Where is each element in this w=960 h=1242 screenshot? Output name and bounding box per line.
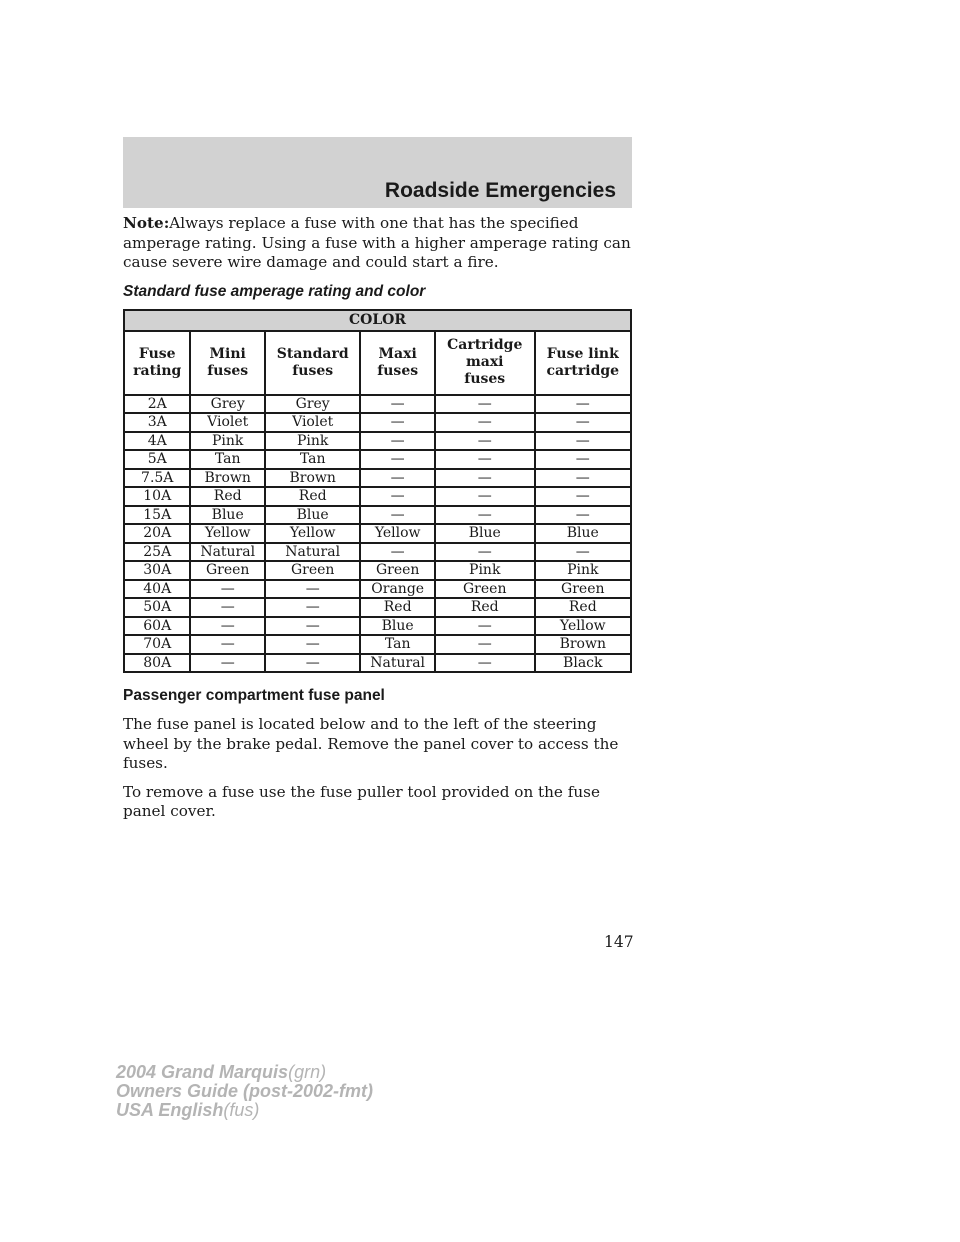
- fuse-color-cell: Blue: [190, 506, 265, 525]
- fuse-color-cell: Green: [265, 561, 360, 580]
- fuse-color-cell: Brown: [190, 469, 265, 488]
- footer-language: USA English: [116, 1100, 224, 1120]
- fuse-rating-cell: 30A: [124, 561, 190, 580]
- fuse-color-cell: —: [265, 654, 360, 673]
- fuse-color-cell: Red: [360, 598, 435, 617]
- fuse-color-cell: —: [535, 432, 631, 451]
- column-header: [190, 331, 265, 395]
- table-header-row: [124, 331, 631, 395]
- document-footer: [116, 1063, 373, 1120]
- fuse-color-cell: Pink: [435, 561, 535, 580]
- fuse-color-cell: Green: [360, 561, 435, 580]
- fuse-rating-cell: 40A: [124, 580, 190, 599]
- table-row: [124, 598, 631, 617]
- column-header-line: Standard: [276, 345, 349, 362]
- table-row: [124, 580, 631, 599]
- panel-section-heading: Passenger compartment fuse panel: [123, 687, 385, 704]
- fuse-color-cell: —: [435, 469, 535, 488]
- fuse-color-cell: Natural: [360, 654, 435, 673]
- table-group-header-row: [124, 310, 631, 331]
- note-paragraph: [123, 214, 632, 273]
- fuse-color-cell: Blue: [360, 617, 435, 636]
- table-row: [124, 524, 631, 543]
- column-header-line: Maxi: [378, 345, 417, 362]
- column-header-line: Cartridge: [447, 337, 523, 353]
- fuse-rating-cell: 2A: [124, 395, 190, 414]
- fuse-color-cell: Orange: [360, 580, 435, 599]
- footer-line-2: [116, 1082, 373, 1101]
- fuse-rating-cell: 20A: [124, 524, 190, 543]
- fuse-rating-cell: 25A: [124, 543, 190, 562]
- fuse-color-cell: —: [435, 635, 535, 654]
- fuse-color-cell: —: [435, 543, 535, 562]
- table-row: [124, 487, 631, 506]
- column-header: [535, 331, 631, 395]
- fuse-rating-cell: 4A: [124, 432, 190, 451]
- column-header-line: Mini: [209, 345, 246, 362]
- fuse-color-cell: Pink: [190, 432, 265, 451]
- fuse-color-cell: —: [435, 413, 535, 432]
- fuse-color-cell: Red: [190, 487, 265, 506]
- column-header: [265, 331, 360, 395]
- fuse-color-cell: Pink: [535, 561, 631, 580]
- fuse-rating-cell: 5A: [124, 450, 190, 469]
- fuse-color-cell: —: [265, 580, 360, 599]
- fuse-color-cell: Blue: [435, 524, 535, 543]
- page-content: [123, 214, 632, 831]
- column-header-line: cartridge: [546, 362, 620, 379]
- fuse-color-cell: —: [360, 395, 435, 414]
- fuse-color-cell: Brown: [535, 635, 631, 654]
- fuse-color-cell: —: [535, 543, 631, 562]
- footer-line-1: [116, 1063, 373, 1082]
- page-number: 147: [604, 933, 634, 951]
- fuse-color-cell: —: [535, 506, 631, 525]
- fuse-color-cell: —: [190, 580, 265, 599]
- fuse-color-cell: Blue: [535, 524, 631, 543]
- section-title: Roadside Emergencies: [384, 179, 616, 202]
- table-body: [124, 395, 631, 673]
- fuse-color-cell: —: [265, 598, 360, 617]
- fuse-rating-cell: 7.5A: [124, 469, 190, 488]
- fuse-rating-cell: 50A: [124, 598, 190, 617]
- fuse-color-cell: Violet: [190, 413, 265, 432]
- fuse-color-cell: —: [535, 413, 631, 432]
- table-row: [124, 635, 631, 654]
- fuse-color-cell: Tan: [265, 450, 360, 469]
- fuse-color-cell: Tan: [190, 450, 265, 469]
- fuse-color-cell: Violet: [265, 413, 360, 432]
- fuse-color-cell: Grey: [190, 395, 265, 414]
- fuse-color-cell: Grey: [265, 395, 360, 414]
- table-row: [124, 432, 631, 451]
- fuse-color-cell: —: [360, 413, 435, 432]
- fuse-color-cell: —: [190, 635, 265, 654]
- fuse-color-cell: —: [360, 469, 435, 488]
- fuse-color-cell: —: [360, 450, 435, 469]
- table-row: [124, 543, 631, 562]
- column-header: [435, 331, 535, 395]
- panel-paragraph-1: The fuse panel is located below and to the left of the steering wheel by the brake pedal. Remove the panel cover to access the fuses.: [123, 715, 619, 772]
- fuse-color-cell: —: [435, 450, 535, 469]
- section-header-band: [123, 137, 632, 208]
- column-header-line: fuses: [377, 362, 419, 379]
- fuse-color-cell: Yellow: [265, 524, 360, 543]
- fuse-rating-cell: 70A: [124, 635, 190, 654]
- fuse-rating-cell: 60A: [124, 617, 190, 636]
- fuse-color-table: [123, 309, 632, 674]
- fuse-color-cell: Yellow: [535, 617, 631, 636]
- fuse-color-cell: —: [265, 635, 360, 654]
- table-row: [124, 654, 631, 673]
- fuse-color-cell: Green: [190, 561, 265, 580]
- fuse-color-cell: —: [535, 450, 631, 469]
- table-title: Standard fuse amperage rating and color: [123, 282, 426, 300]
- fuse-color-cell: Red: [265, 487, 360, 506]
- fuse-rating-cell: 3A: [124, 413, 190, 432]
- fuse-color-cell: Blue: [265, 506, 360, 525]
- fuse-color-cell: Pink: [265, 432, 360, 451]
- table-row: [124, 506, 631, 525]
- column-header: [124, 331, 190, 395]
- fuse-color-cell: —: [435, 506, 535, 525]
- fuse-color-cell: —: [360, 543, 435, 562]
- fuse-rating-cell: 80A: [124, 654, 190, 673]
- footer-model-code: (grn): [288, 1062, 327, 1082]
- fuse-color-cell: Red: [535, 598, 631, 617]
- footer-line-3: [116, 1101, 373, 1120]
- panel-paragraph-2: To remove a fuse use the fuse puller tool provided on the fuse panel cover.: [123, 782, 600, 820]
- fuse-color-cell: Yellow: [190, 524, 265, 543]
- fuse-color-cell: —: [535, 487, 631, 506]
- fuse-color-cell: Red: [435, 598, 535, 617]
- fuse-color-cell: —: [435, 432, 535, 451]
- color-group-header: COLOR: [124, 310, 631, 331]
- fuse-color-cell: Brown: [265, 469, 360, 488]
- column-header-line: fuses: [464, 371, 506, 387]
- footer-guide: Owners Guide (post-2002-fmt): [116, 1081, 374, 1101]
- fuse-color-cell: Green: [535, 580, 631, 599]
- note-label: Note:: [123, 214, 170, 232]
- column-header: [360, 331, 435, 395]
- fuse-rating-cell: 10A: [124, 487, 190, 506]
- fuse-color-cell: —: [435, 654, 535, 673]
- column-header-line: Fuse link: [546, 345, 619, 362]
- fuse-color-cell: —: [190, 617, 265, 636]
- fuse-color-cell: —: [435, 617, 535, 636]
- fuse-color-cell: Yellow: [360, 524, 435, 543]
- fuse-color-cell: Natural: [265, 543, 360, 562]
- table-row: [124, 395, 631, 414]
- table-row: [124, 561, 631, 580]
- table-row: [124, 450, 631, 469]
- fuse-color-cell: Tan: [360, 635, 435, 654]
- fuse-color-cell: —: [190, 598, 265, 617]
- fuse-color-cell: Natural: [190, 543, 265, 562]
- column-header-line: Fuse: [138, 345, 176, 362]
- table-row: [124, 617, 631, 636]
- column-header-line: fuses: [207, 362, 249, 379]
- fuse-color-cell: —: [435, 487, 535, 506]
- footer-model: 2004 Grand Marquis: [116, 1062, 289, 1082]
- column-header-line: fuses: [292, 362, 334, 379]
- footer-language-code: (fus): [223, 1100, 260, 1120]
- table-row: [124, 469, 631, 488]
- fuse-color-cell: Black: [535, 654, 631, 673]
- fuse-color-cell: —: [535, 469, 631, 488]
- fuse-color-cell: —: [190, 654, 265, 673]
- table-row: [124, 413, 631, 432]
- column-header-line: rating: [133, 362, 182, 379]
- fuse-color-cell: —: [435, 395, 535, 414]
- fuse-color-cell: —: [360, 506, 435, 525]
- note-text: Always replace a fuse with one that has the specified amperage rating. Using a fuse with a higher amperage rating can cause severe wire damage and could start a fire.: [123, 214, 631, 271]
- fuse-rating-cell: 15A: [124, 506, 190, 525]
- column-header-line: maxi: [465, 354, 504, 370]
- fuse-color-cell: —: [535, 395, 631, 414]
- fuse-color-cell: —: [265, 617, 360, 636]
- fuse-color-cell: —: [360, 487, 435, 506]
- fuse-color-cell: —: [360, 432, 435, 451]
- fuse-color-cell: Green: [435, 580, 535, 599]
